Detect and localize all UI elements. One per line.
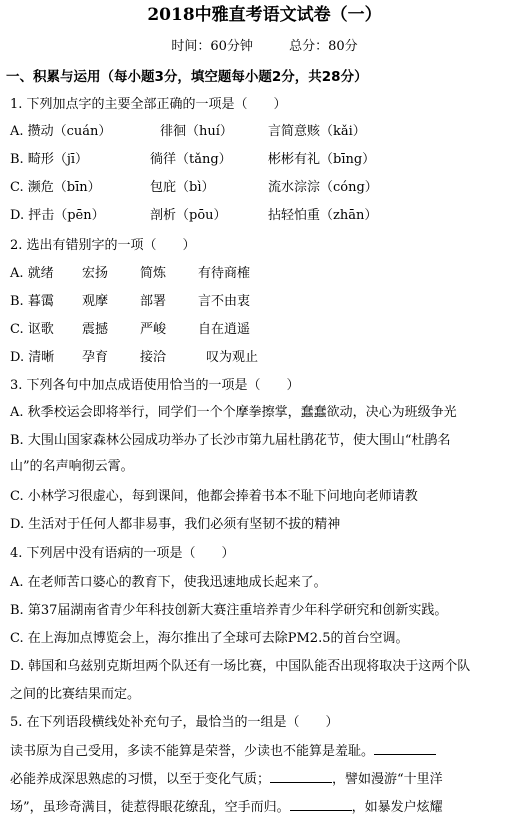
q4-stem: 4. 下列居中没有语病的一项是（ ） — [10, 546, 235, 561]
q5-line-2 — [10, 770, 443, 789]
q2-c-1: C. 讴歌 — [10, 322, 54, 337]
q2-a-2: 宏扬 — [82, 266, 109, 281]
q1-d-1: D. 抨击（pēn） — [10, 208, 105, 223]
q2-d-1: D. 清晰 — [10, 350, 55, 365]
q1-c-1: C. 濒危（bīn） — [10, 180, 101, 195]
exam-time: 时间：60分钟 — [171, 39, 253, 54]
q3-option-a: A. 秋季校运会即将举行，同学们一个个摩拳擦掌，蠢蠢欲动，决心为班级争光 — [10, 405, 457, 420]
q4-option-d: D. 韩国和乌兹别克斯坦两个队还有一场比赛，中国队能否出现将取决于这两个队 — [10, 659, 471, 674]
q4-option-a: A. 在老师苦口婆心的教育下，使我迅速地成长起来了。 — [10, 575, 327, 590]
q2-d-2: 孕育 — [82, 350, 109, 365]
q1-d-2: 剖析（pōu） — [150, 208, 227, 223]
answer-blank — [290, 798, 352, 811]
q2-c-3: 严峻 — [140, 322, 167, 337]
answer-blank — [270, 770, 332, 783]
q4-option-c: C. 在上海加点博览会上，海尔推出了全球可去除PM2.5的首台空调。 — [10, 631, 409, 646]
q2-b-2: 观摩 — [82, 294, 109, 309]
q4-option-b: B. 第37届湖南省青少年科技创新大赛注重培养青少年科学研究和创新实践。 — [10, 603, 448, 618]
q5-line-3-text: 场”，虽珍奇满目，徒惹得眼花缭乱，空手而归。 — [10, 800, 290, 815]
q2-a-4: 有待商榷 — [198, 266, 251, 281]
q2-b-1: B. 暮霭 — [10, 294, 54, 309]
q3-option-b: B. 大围山国家森林公园成功举办了长沙市第九届杜鹃花节，使大围山“杜鹃名 — [10, 433, 451, 448]
q2-b-3: 部署 — [140, 294, 167, 309]
q1-a-2: 徘徊（huí） — [160, 124, 233, 139]
q5-line-2-text: 必能养成深思熟虑的习惯，以至于变化气质； — [10, 772, 271, 787]
q3-option-c: C. 小林学习很虚心，每到课间，他都会捧着书本不耻下问地向老师请教 — [10, 489, 418, 504]
q1-b-1: B. 畸形（jī） — [10, 152, 89, 167]
q5-line-1 — [10, 742, 436, 761]
q1-stem: 1. 下列加点字的主要全部正确的一项是（ ） — [10, 97, 287, 112]
q1-b-2: 徜徉（tǎng） — [150, 152, 232, 167]
section-heading: 一、积累与运用（每小题3分，填空题每小题2分，共28分） — [6, 69, 368, 85]
q2-c-2: 震撼 — [82, 322, 109, 337]
q2-b-4: 言不由衷 — [198, 294, 251, 309]
q5-line-3-tail: ，如暴发户炫耀 — [351, 800, 443, 815]
q4-option-d-cont: 之间的比赛结果而定。 — [10, 687, 141, 702]
q1-d-3: 拈轻怕重（zhān） — [268, 208, 378, 223]
q5-line-2-tail: ，譬如漫游“十里洋 — [332, 772, 443, 787]
q2-c-4: 自在逍遥 — [198, 322, 251, 337]
q1-c-3: 流水淙淙（cóng） — [268, 180, 378, 195]
q2-d-3: 接洽 — [140, 350, 167, 365]
exam-title: 2018中雅直考语文试卷（一） — [147, 5, 382, 25]
exam-score: 总分：80分 — [289, 39, 358, 54]
q3-option-d: D. 生活对于任何人都非易事，我们必须有坚韧不拔的精神 — [10, 517, 341, 532]
q1-a-3: 言简意赅（kǎi） — [268, 124, 366, 139]
q2-a-3: 简炼 — [140, 266, 167, 281]
q5-line-3 — [10, 798, 443, 817]
q1-c-2: 包庇（bì） — [150, 180, 215, 195]
q3-stem: 3. 下列各句中加点成语使用恰当的一项是（ ） — [10, 378, 300, 393]
q5-line-1-text: 读书原为自己受用，多读不能算是荣誉，少读也不能算是羞耻。 — [10, 744, 375, 759]
q3-option-b-cont: 山”的名声响彻云霄。 — [10, 459, 134, 474]
q1-a-1: A. 攒动（cuán） — [10, 124, 112, 139]
q2-a-1: A. 就绪 — [10, 266, 54, 281]
q2-stem: 2. 选出有错别字的一项（ ） — [10, 238, 196, 253]
q5-stem: 5. 在下列语段横线处补充句子，最恰当的一组是（ ） — [10, 715, 339, 730]
exam-meta — [0, 38, 529, 56]
q1-b-3: 彬彬有礼（bīng） — [268, 152, 376, 167]
q2-d-4: 叹为观止 — [206, 350, 259, 365]
answer-blank — [374, 742, 436, 755]
